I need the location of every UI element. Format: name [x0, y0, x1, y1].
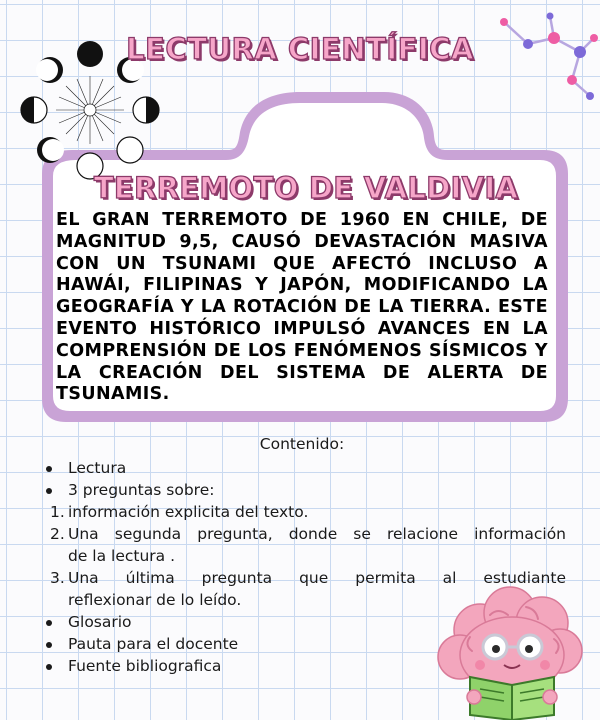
list-item: Glosario: [30, 611, 566, 633]
question-text: Una última pregunta que permita al estudiante: [68, 569, 566, 587]
question-number: 3.: [50, 569, 65, 587]
question-number: 1.: [50, 503, 65, 521]
question-text: Una segunda pregunta, donde se relacione información: [68, 525, 566, 543]
question-item-1: [30, 501, 566, 523]
question-number: 2.: [50, 525, 65, 543]
list-item: 3 preguntas sobre:: [30, 479, 566, 501]
card-title: TERREMOTO DE VALDIVIA: [93, 171, 519, 205]
page-title: LECTURA CIENTÍFICA: [126, 32, 474, 66]
question-item-2: [30, 523, 566, 545]
question-text-continued: reflexionar de lo leído.: [68, 591, 242, 609]
question-text: información explicita del texto.: [68, 503, 309, 521]
card-body-text: EL GRAN TERREMOTO DE 1960 EN CHILE, DE MAGNITUD 9,5, CAUSÓ DEVASTACIÓN MASIVA CON UN TSUNAMI QUE AFECTÓ INCLUSO A HAWÁI, FILIPINAS Y JAPÓN, MODIFICANDO LA GEOGRAFÍA Y LA ROTACIÓN DE LA TIERRA. ESTE EVENTO HISTÓRICO IMPULSÓ AVANCES EN LA COMPRENSIÓN DE LOS FENÓMENOS SÍSMICOS Y LA CREACIÓN DEL SISTEMA DE ALERTA DE TSUNAMIS.: [56, 210, 548, 405]
question-text-continued: de la lectura .: [68, 547, 176, 565]
list-item: Pauta para el docente: [30, 633, 566, 655]
brain-reading-book-icon: [430, 585, 595, 720]
contents-heading: Contenido:: [259, 435, 345, 453]
list-item: Fuente bibliografica: [30, 655, 566, 677]
list-item: Lectura: [30, 457, 566, 479]
